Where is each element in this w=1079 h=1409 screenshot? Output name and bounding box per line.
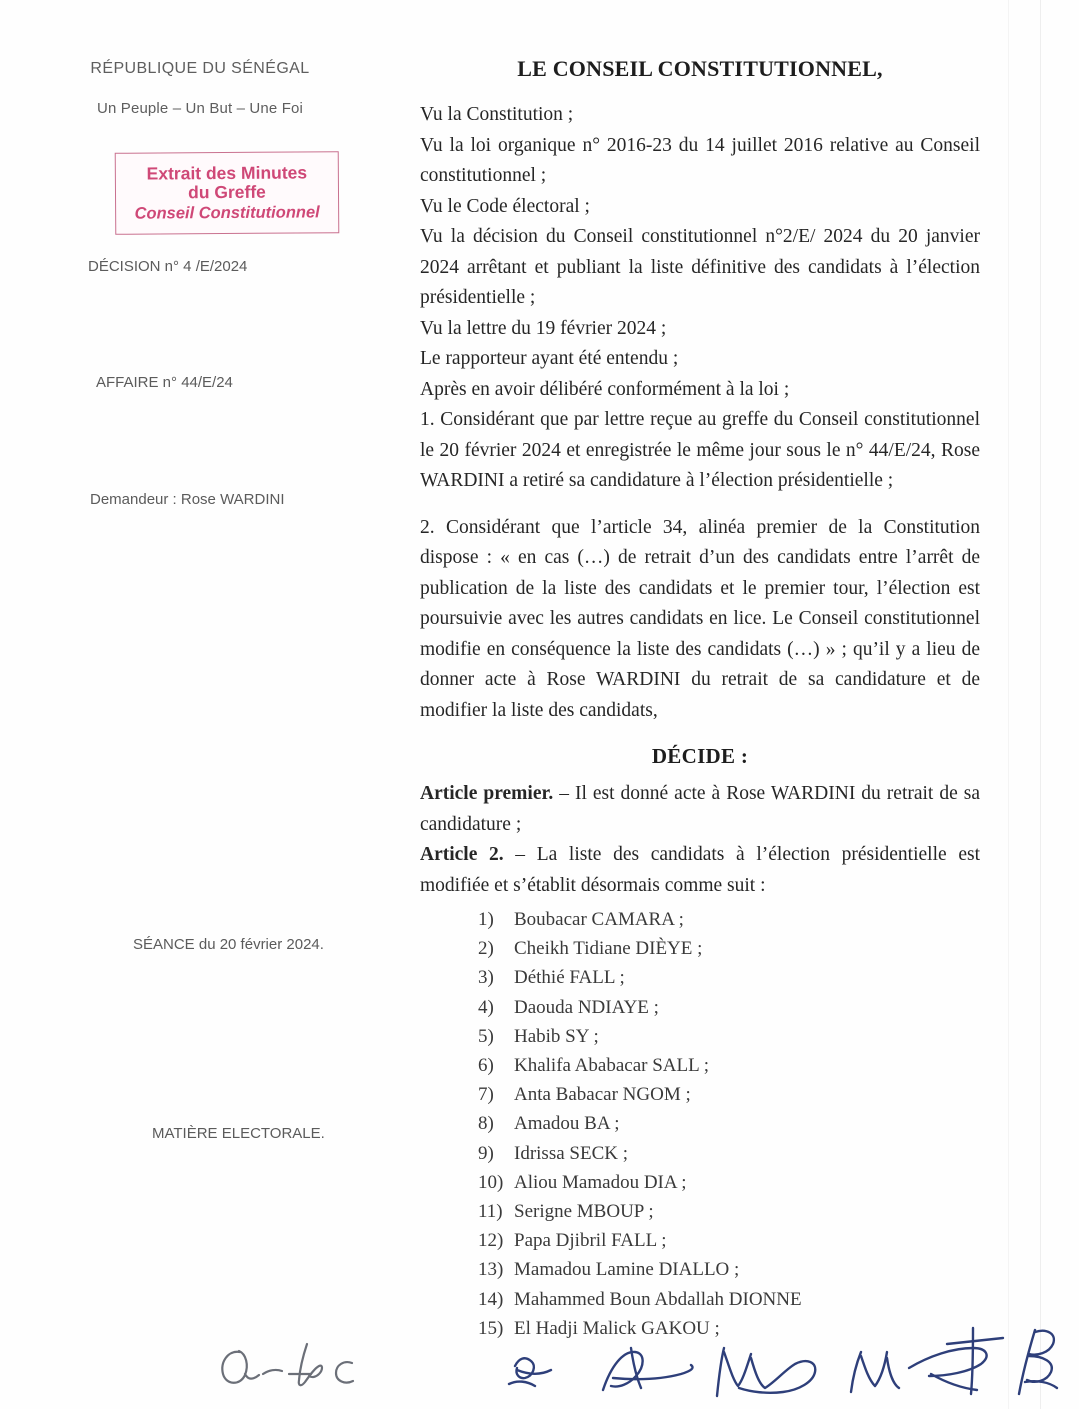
candidate-name: Amadou BA ; bbox=[514, 1113, 620, 1135]
candidate-name: Papa Djibril FALL ; bbox=[514, 1230, 667, 1252]
candidate-number: 11) bbox=[478, 1201, 503, 1223]
candidate-list-item bbox=[478, 963, 980, 992]
visas-block bbox=[420, 100, 980, 405]
candidate-list-item bbox=[478, 1080, 980, 1109]
article-premier-label: Article premier. bbox=[420, 783, 554, 804]
visa-line: Vu la décision du Conseil constitutionnel n°2/E/ 2024 du 20 janvier 2024 arrêtant et publiant la liste définitive des candidats à l’élection présidentielle ; bbox=[420, 226, 980, 308]
candidate-name: Cheikh Tidiane DIÈYE ; bbox=[514, 938, 703, 960]
stamp-line-2: du Greffe bbox=[188, 182, 266, 203]
signature-left bbox=[206, 1330, 376, 1400]
signature-group-right bbox=[495, 1318, 1075, 1409]
national-motto: Un Peuple – Un But – Une Foi bbox=[97, 100, 303, 117]
stamp-line-1: Extrait des Minutes bbox=[146, 162, 308, 184]
visa-line: Après en avoir délibéré conformément à la loi ; bbox=[420, 378, 790, 400]
candidate-number: 2) bbox=[478, 938, 494, 960]
visa-line: Le rapporteur ayant été entendu ; bbox=[420, 348, 679, 369]
candidate-number: 14) bbox=[478, 1288, 504, 1310]
candidate-number: 8) bbox=[478, 1113, 494, 1135]
article-2 bbox=[420, 840, 980, 901]
candidate-number: 5) bbox=[478, 1025, 494, 1047]
candidate-number: 13) bbox=[478, 1259, 504, 1281]
candidate-number: 6) bbox=[478, 1055, 494, 1077]
candidate-number: 12) bbox=[478, 1230, 504, 1252]
registry-stamp bbox=[115, 151, 340, 235]
candidate-list bbox=[420, 905, 980, 1343]
candidate-list-item bbox=[478, 1051, 980, 1080]
stamp-line-3: Conseil Constitutionnel bbox=[134, 203, 320, 223]
article-premier bbox=[420, 779, 980, 840]
visa-line: Vu le Code électoral ; bbox=[420, 195, 590, 217]
document-body bbox=[420, 0, 980, 1343]
visa-line: Vu la loi organique n° 2016-23 du 14 juillet 2016 relative au Conseil constitutionnel ; bbox=[420, 134, 980, 186]
candidate-name: Habib SY ; bbox=[514, 1025, 599, 1047]
candidate-name: Mamadou Lamine DIALLO ; bbox=[514, 1259, 740, 1281]
session-date: SÉANCE du 20 février 2024. bbox=[133, 936, 324, 953]
candidate-list-item bbox=[478, 1168, 980, 1197]
candidate-number: 3) bbox=[478, 967, 494, 989]
scan-artifact-line-secondary bbox=[1008, 0, 1009, 1409]
case-number: AFFAIRE n° 44/E/24 bbox=[96, 374, 233, 391]
applicant-name: Demandeur : Rose WARDINI bbox=[90, 491, 285, 508]
candidate-name: Idrissa SECK ; bbox=[514, 1142, 628, 1164]
article-premier-text: – Il est donné acte à Rose WARDINI du retrait de sa candidature ; bbox=[420, 783, 980, 835]
candidate-name: El Hadji Malick GAKOU ; bbox=[514, 1317, 720, 1339]
candidate-list-item bbox=[478, 1139, 980, 1168]
candidate-list-item bbox=[478, 1255, 980, 1284]
candidate-name: Khalifa Ababacar SALL ; bbox=[514, 1055, 710, 1077]
candidate-list-item bbox=[478, 1226, 980, 1255]
candidate-name: Anta Babacar NGOM ; bbox=[514, 1084, 691, 1106]
article-2-label: Article 2. bbox=[420, 844, 504, 865]
candidate-name: Serigne MBOUP ; bbox=[514, 1201, 654, 1223]
candidate-number: 15) bbox=[478, 1317, 504, 1339]
candidate-number: 10) bbox=[478, 1171, 504, 1193]
scan-artifact-line bbox=[1040, 0, 1041, 1409]
considerant-2: 2. Considérant que l’article 34, alinéa premier de la Constitution dispose : « en cas (…) de retrait d’un des candidats entre l’arrêt de publication de la liste des candidats et le premier tour, l’élection est poursuivie avec les autres candidats en lice. Le Conseil constitutionnel modifie en conséquence la liste des candidats (…) » ; qu’il y a lieu de donner acte à Rose WARDINI du retrait de sa candidature et de modifier la liste des candidats, bbox=[420, 516, 980, 721]
candidate-number: 7) bbox=[478, 1084, 494, 1106]
decide-heading: DÉCIDE : bbox=[651, 744, 749, 768]
candidate-number: 4) bbox=[478, 996, 494, 1018]
candidate-name: Aliou Mamadou DIA ; bbox=[514, 1171, 687, 1193]
decision-number: DÉCISION n° 4 /E/2024 bbox=[88, 258, 248, 275]
candidate-name: Boubacar CAMARA ; bbox=[514, 909, 684, 930]
subject-matter: MATIÈRE ELECTORALE. bbox=[152, 1125, 325, 1142]
candidate-number: 1) bbox=[478, 909, 494, 930]
candidate-number: 9) bbox=[478, 1142, 494, 1164]
candidate-list-item bbox=[478, 934, 980, 963]
article-2-text: – La liste des candidats à l’élection présidentielle est modifiée et s’établit désormais comme suit : bbox=[420, 844, 980, 896]
considerant-1: 1. Considérant que par lettre reçue au greffe du Conseil constitutionnel le 20 février 2024 et enregistrée le même jour sous le n° 44/E/24, Rose WARDINI a retiré sa candidature à l’élection présidentielle ; bbox=[420, 409, 980, 491]
visa-line: Vu la Constitution ; bbox=[420, 104, 574, 125]
candidate-name: Déthié FALL ; bbox=[514, 967, 625, 989]
candidate-name: Daouda NDIAYE ; bbox=[514, 996, 659, 1018]
candidate-list-item bbox=[478, 1285, 980, 1314]
candidate-list-item bbox=[478, 1022, 980, 1051]
candidate-list-item bbox=[478, 905, 980, 934]
visa-line: Vu la lettre du 19 février 2024 ; bbox=[420, 317, 667, 339]
candidate-list-item bbox=[478, 993, 980, 1022]
page-title: LE CONSEIL CONSTITUTIONNEL, bbox=[517, 56, 883, 81]
candidate-list-item bbox=[478, 1197, 980, 1226]
document-sidebar bbox=[0, 0, 400, 1409]
candidate-list-item bbox=[478, 1109, 980, 1138]
candidate-name: Mahammed Boun Abdallah DIONNE bbox=[514, 1288, 802, 1310]
republic-heading: RÉPUBLIQUE DU SÉNÉGAL bbox=[90, 60, 310, 77]
